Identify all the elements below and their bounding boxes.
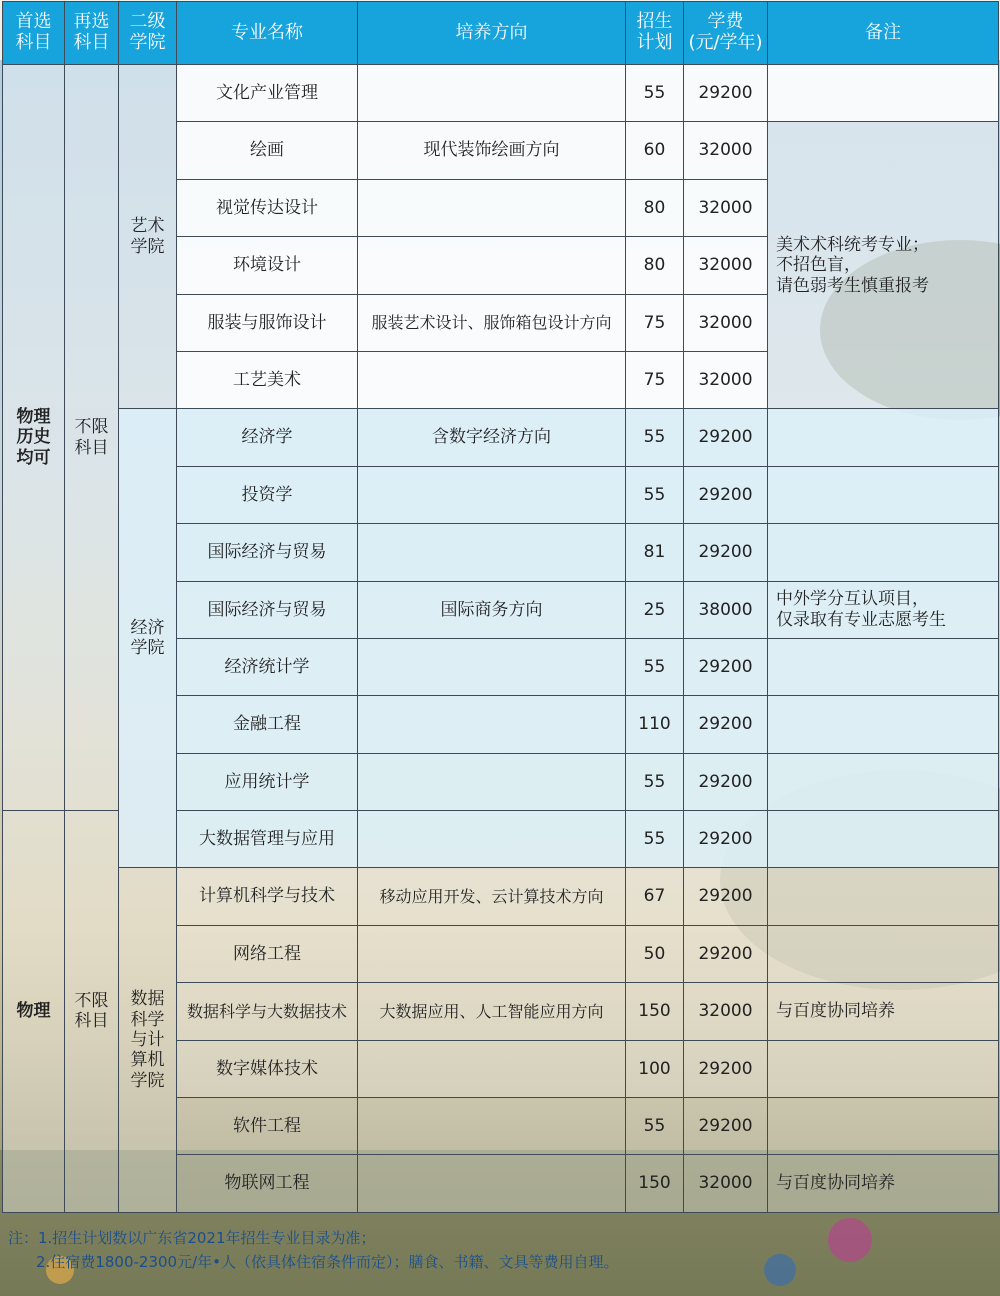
major-cell: 软件工程 [177,1098,358,1155]
fee-cell: 29200 [684,753,768,810]
major-cell: 经济统计学 [177,638,358,695]
plan-cell: 55 [626,638,684,695]
table-row [3,409,999,466]
direction-cell [358,638,626,695]
direction-cell: 移动应用开发、云计算技术方向 [358,868,626,925]
major-cell: 国际经济与贸易 [177,524,358,581]
plan-cell: 80 [626,237,684,294]
remark-cell [768,753,999,810]
fee-cell: 32000 [684,351,768,408]
direction-cell [358,811,626,868]
direction-cell [358,1098,626,1155]
direction-cell [358,1155,626,1212]
direction-cell: 大数据应用、人工智能应用方向 [358,983,626,1040]
major-cell: 网络工程 [177,925,358,982]
remark-art-cell: 美术术科统考专业； 不招色盲， 请色弱考生慎重报考 [768,122,999,409]
plan-cell: 55 [626,753,684,810]
remark-baidu-cell: 与百度协同培养 [768,983,999,1040]
fee-cell: 32000 [684,179,768,236]
major-cell: 大数据管理与应用 [177,811,358,868]
plan-cell: 60 [626,122,684,179]
college-data: 数据 科学 与计 算机 学院 [119,868,177,1212]
direction-cell: 含数字经济方向 [358,409,626,466]
table-header-row [3,2,999,65]
direction-cell [358,466,626,523]
first-subject-group-a: 物理 历史 均可 [3,65,65,811]
major-cell: 经济学 [177,409,358,466]
direction-cell [358,1040,626,1097]
direction-cell [358,179,626,236]
header-plan: 招生 计划 [626,2,684,65]
header-direction: 培养方向 [358,2,626,65]
fee-cell: 32000 [684,237,768,294]
footnote [8,1226,988,1274]
remark-cell [768,524,999,581]
remark-intl-cell: 中外学分互认项目， 仅录取有专业志愿考生 [768,581,999,638]
fee-cell: 32000 [684,983,768,1040]
plan-cell: 150 [626,983,684,1040]
header-first-subject: 首选 科目 [3,2,65,65]
second-subject-group-b: 不限 科目 [65,811,119,1213]
plan-cell: 55 [626,466,684,523]
direction-cell [358,696,626,753]
footnote-line-2: 2.住宿费1800-2300元/年•人（依具体住宿条件而定）；膳食、书籍、文具等费用自理。 [36,1253,619,1271]
direction-cell [358,65,626,122]
header-major: 专业名称 [177,2,358,65]
fee-cell: 29200 [684,696,768,753]
fee-cell: 29200 [684,409,768,466]
table-row [3,868,999,925]
plan-cell: 150 [626,1155,684,1212]
plan-cell: 67 [626,868,684,925]
plan-cell: 110 [626,696,684,753]
fee-cell: 29200 [684,868,768,925]
major-cell: 视觉传达设计 [177,179,358,236]
fee-cell: 29200 [684,1040,768,1097]
plan-cell: 75 [626,351,684,408]
major-cell: 数字媒体技术 [177,1040,358,1097]
fee-cell: 29200 [684,466,768,523]
first-subject-group-b: 物理 [3,811,65,1213]
fee-cell: 29200 [684,524,768,581]
major-cell: 应用统计学 [177,753,358,810]
direction-cell [358,925,626,982]
plan-cell: 75 [626,294,684,351]
header-remark: 备注 [768,2,999,65]
footnote-line-1: 注：1.招生计划数以广东省2021年招生专业目录为准； [8,1229,376,1247]
major-cell: 数据科学与大数据技术 [177,983,358,1040]
direction-cell [358,524,626,581]
remark-cell [768,811,999,868]
remark-cell [768,1040,999,1097]
major-cell: 计算机科学与技术 [177,868,358,925]
college-econ: 经济 学院 [119,409,177,868]
remark-cell [768,868,999,925]
remark-cell [768,1098,999,1155]
fee-cell: 29200 [684,925,768,982]
fee-cell: 32000 [684,1155,768,1212]
major-cell: 物联网工程 [177,1155,358,1212]
major-cell: 文化产业管理 [177,65,358,122]
direction-cell [358,237,626,294]
direction-cell: 现代装饰绘画方向 [358,122,626,179]
remark-cell [768,409,999,466]
direction-cell: 服装艺术设计、服饰箱包设计方向 [358,294,626,351]
college-art: 艺术 学院 [119,65,177,409]
remark-cell [768,65,999,122]
admission-plan-table [2,1,999,1213]
major-cell: 金融工程 [177,696,358,753]
fee-cell: 38000 [684,581,768,638]
major-cell: 工艺美术 [177,351,358,408]
plan-cell: 55 [626,1098,684,1155]
major-cell: 绘画 [177,122,358,179]
second-subject-group-a: 不限 科目 [65,65,119,811]
fee-cell: 29200 [684,65,768,122]
plan-cell: 55 [626,811,684,868]
remark-cell [768,925,999,982]
plan-cell: 55 [626,65,684,122]
plan-cell: 80 [626,179,684,236]
direction-cell [358,753,626,810]
fee-cell: 29200 [684,638,768,695]
plan-cell: 81 [626,524,684,581]
fee-cell: 29200 [684,1098,768,1155]
header-second-subject: 再选 科目 [65,2,119,65]
direction-cell: 国际商务方向 [358,581,626,638]
remark-cell [768,696,999,753]
remark-cell [768,466,999,523]
remark-baidu-cell: 与百度协同培养 [768,1155,999,1212]
header-college: 二级 学院 [119,2,177,65]
major-cell: 服装与服饰设计 [177,294,358,351]
plan-cell: 100 [626,1040,684,1097]
major-cell: 环境设计 [177,237,358,294]
direction-cell [358,351,626,408]
plan-cell: 25 [626,581,684,638]
plan-cell: 55 [626,409,684,466]
major-cell: 投资学 [177,466,358,523]
header-fee: 学费 (元/学年) [684,2,768,65]
major-cell: 国际经济与贸易 [177,581,358,638]
plan-cell: 50 [626,925,684,982]
fee-cell: 29200 [684,811,768,868]
table-row [3,65,999,122]
fee-cell: 32000 [684,122,768,179]
fee-cell: 32000 [684,294,768,351]
remark-cell [768,638,999,695]
